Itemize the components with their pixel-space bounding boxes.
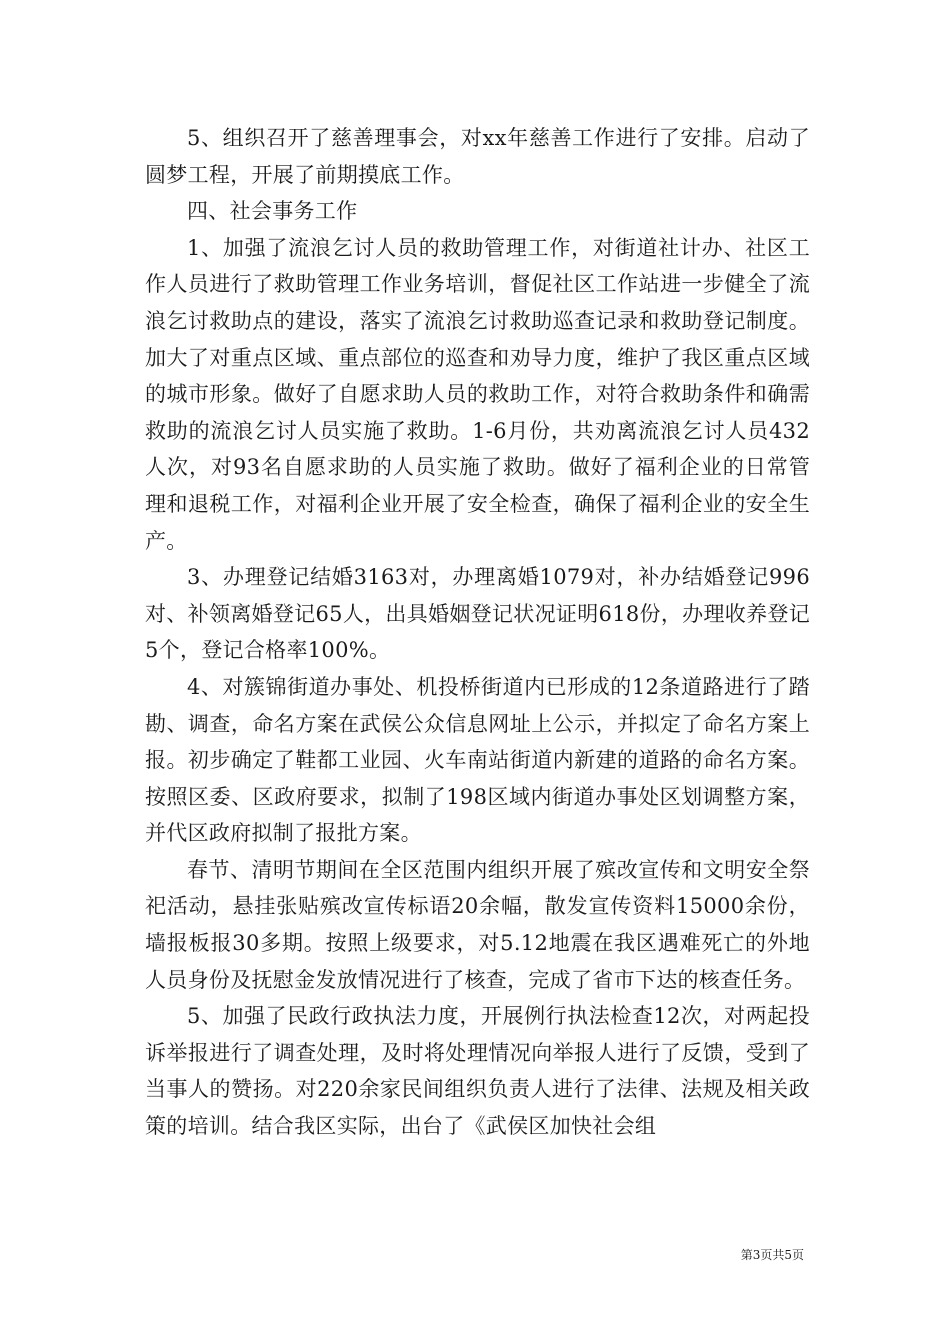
page-number-footer: 第3页共5页 — [740, 1248, 804, 1262]
document-body — [145, 120, 810, 1145]
paragraph-marriage-registration: 3、办理登记结婚3163对，办理离婚1079对，补办结婚登记996对、补领离婚登记65人，出具婚姻登记状况证明618份，办理收养登记5个，登记合格率100%。 — [145, 565, 810, 663]
paragraph-road-naming: 4、对簇锦街道办事处、机投桥街道内已形成的12条道路进行了踏勘、调查，命名方案在武侯公众信息网址上公示，并拟定了命名方案上报。初步确定了鞋都工业园、火车南站街道内新建的道路的命名方案。按照区委、区政府要求，拟制了198区域内街道办事处区划调整方案，并代区政府拟制了报批方案。 — [145, 674, 810, 846]
paragraph-vagrant-assistance: 1、加强了流浪乞讨人员的救助管理工作，对街道社计办、社区工作人员进行了救助管理工作业务培训，督促社区工作站进一步健全了流浪乞讨救助点的建设，落实了流浪乞讨救助巡查记录和救助登记制度。加大了对重点区域、重点部位的巡查和劝导力度，维护了我区重点区域的城市形象。做好了自愿求助人员的救助工作，对符合救助条件和确需救助的流浪乞讨人员实施了救助。1-6月份，共劝离流浪乞讨人员432人次，对93名自愿求助的人员实施了救助。做好了福利企业的日常管理和退税工作，对福利企业开展了安全检查，确保了福利企业的安全生产。 — [145, 235, 810, 553]
section-heading-social-affairs: 四、社会事务工作 — [187, 199, 358, 224]
paragraph-law-enforcement: 5、加强了民政行政执法力度，开展例行执法检查12次，对两起投诉举报进行了调查处理，及时将处理情况向举报人进行了反馈，受到了当事人的赞扬。对220余家民间组织负责人进行了法律、法规及相关政策的培训。结合我区实际，出台了《武侯区加快社会组 — [145, 1004, 810, 1139]
paragraph-funeral-reform: 春节、清明节期间在全区范围内组织开展了殡改宣传和文明安全祭祀活动，悬挂张贴殡改宣传标语20余幅，散发宣传资料15000余份，墙报板报30多期。按照上级要求，对5.12地震在我区遇难死亡的外地人员身份及抚慰金发放情况进行了核查，完成了省市下达的核查任务。 — [145, 857, 810, 992]
paragraph-charity-council: 5、组织召开了慈善理事会，对xx年慈善工作进行了安排。启动了圆梦工程，开展了前期摸底工作。 — [145, 126, 810, 187]
